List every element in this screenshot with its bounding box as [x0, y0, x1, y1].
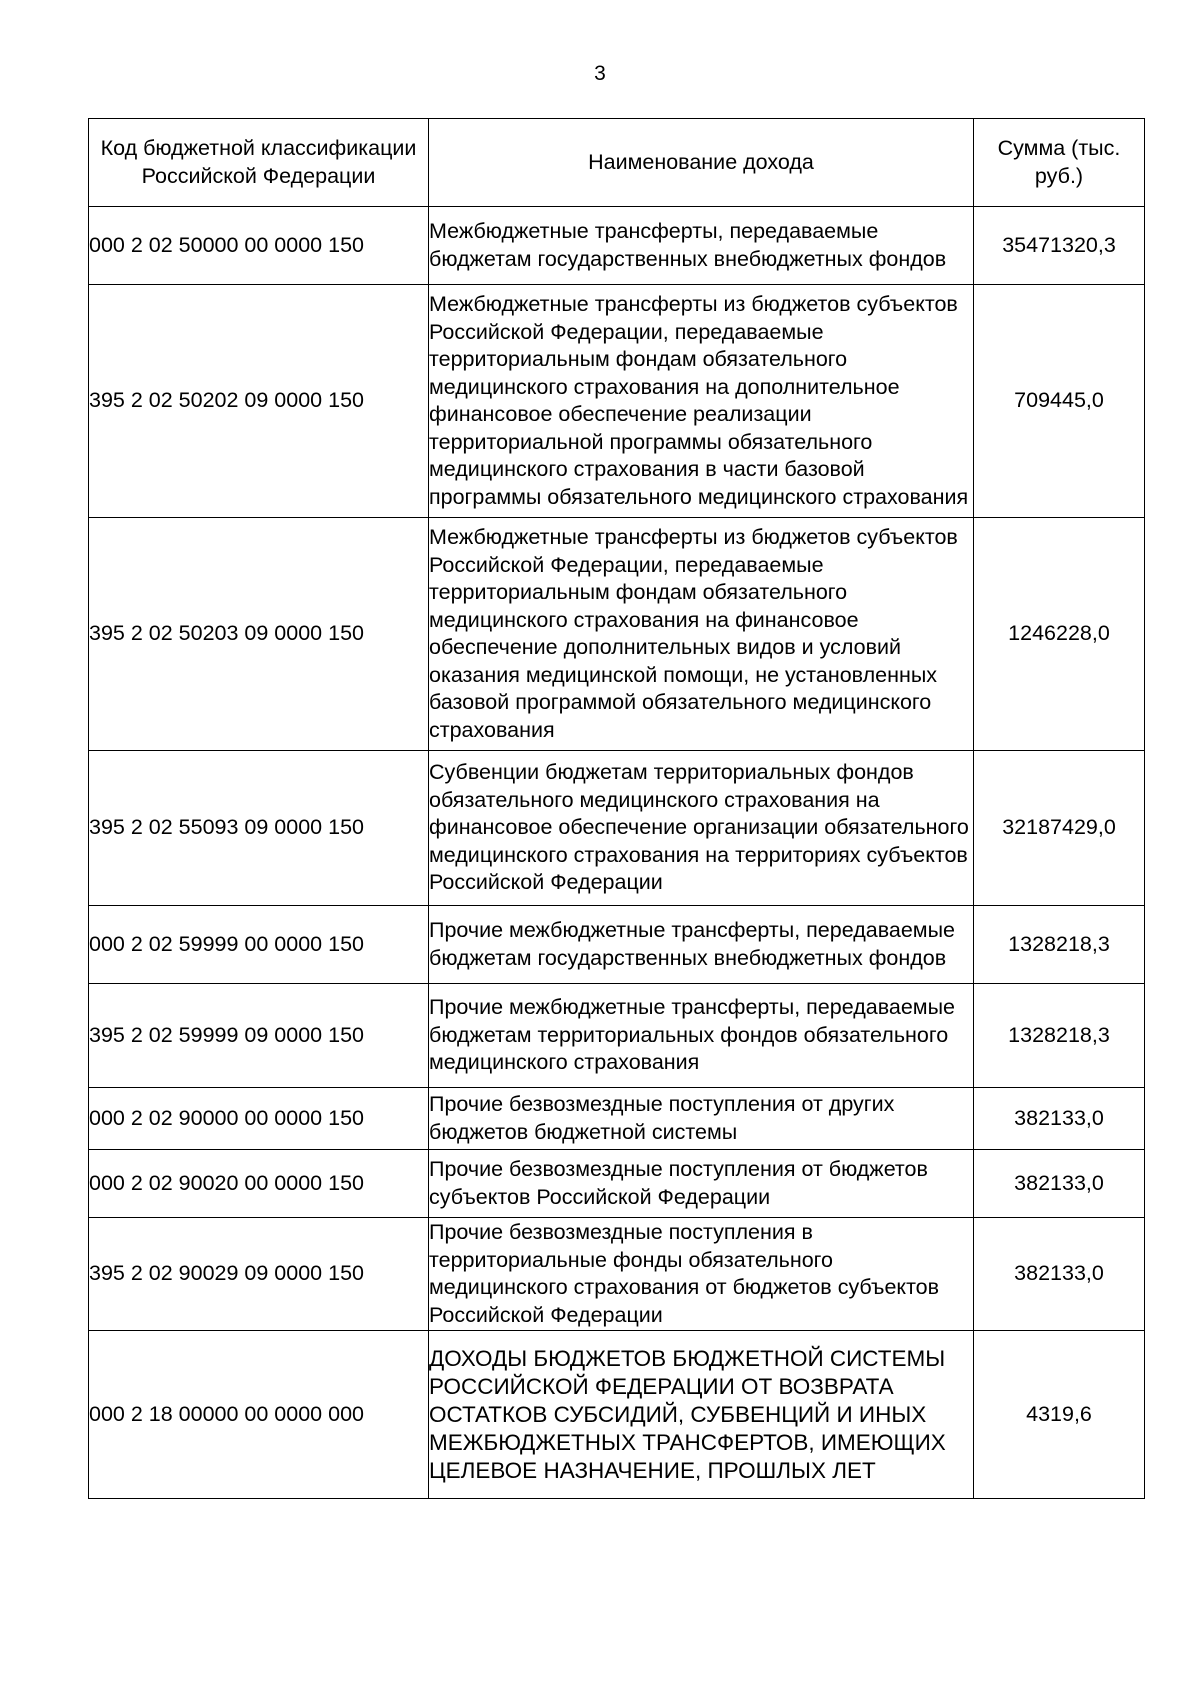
- table-row: [89, 207, 1145, 285]
- row-code: 000 2 02 90020 00 0000 150: [89, 1150, 429, 1218]
- revenue-table: [88, 118, 1145, 1499]
- table-row: [89, 1218, 1145, 1331]
- row-code: 000 2 02 50000 00 0000 150: [89, 207, 429, 285]
- row-name: Межбюджетные трансферты из бюджетов субъектов Российской Федерации, передаваемые территориальным фондам обязательного медицинского страхования на финансовое обеспечение дополнительных видов и условий оказания медицинской помощи, не установленных базовой программой обязательного медицинского страхования: [429, 518, 974, 751]
- row-sum: 382133,0: [974, 1088, 1145, 1150]
- row-code: 395 2 02 50202 09 0000 150: [89, 285, 429, 518]
- row-code: 395 2 02 59999 09 0000 150: [89, 984, 429, 1088]
- row-name: Межбюджетные трансферты, передаваемые бюджетам государственных внебюджетных фондов: [429, 207, 974, 285]
- table-row: [89, 1331, 1145, 1499]
- table-row: [89, 1150, 1145, 1218]
- row-code: 395 2 02 90029 09 0000 150: [89, 1218, 429, 1331]
- row-name: ДОХОДЫ БЮДЖЕТОВ БЮДЖЕТНОЙ СИСТЕМЫ РОССИЙСКОЙ ФЕДЕРАЦИИ ОТ ВОЗВРАТА ОСТАТКОВ СУБСИДИЙ, СУБВЕНЦИЙ И ИНЫХ МЕЖБЮДЖЕТНЫХ ТРАНСФЕРТОВ, ИМЕЮЩИХ ЦЕЛЕВОЕ НАЗНАЧЕНИЕ, ПРОШЛЫХ ЛЕТ: [429, 1331, 974, 1499]
- table-row: [89, 1088, 1145, 1150]
- page-number: 3: [594, 62, 606, 85]
- header-name: Наименование дохода: [429, 119, 974, 207]
- table-row: [89, 984, 1145, 1088]
- row-code: 395 2 02 55093 09 0000 150: [89, 751, 429, 906]
- row-name: Прочие межбюджетные трансферты, передаваемые бюджетам территориальных фондов обязательного медицинского страхования: [429, 984, 974, 1088]
- row-name: Субвенции бюджетам территориальных фондов обязательного медицинского страхования на финансовое обеспечение организации обязательного медицинского страхования на территориях субъектов Российской Федерации: [429, 751, 974, 906]
- row-name: Межбюджетные трансферты из бюджетов субъектов Российской Федерации, передаваемые территориальным фондам обязательного медицинского страхования на дополнительное финансовое обеспечение реализации территориальной программы обязательного медицинского страхования в части базовой программы обязательного медицинского страхования: [429, 285, 974, 518]
- table-row: [89, 751, 1145, 906]
- row-sum: 32187429,0: [974, 751, 1145, 906]
- row-sum: 1328218,3: [974, 984, 1145, 1088]
- row-code: 000 2 02 90000 00 0000 150: [89, 1088, 429, 1150]
- row-sum: 1246228,0: [974, 518, 1145, 751]
- row-sum: 382133,0: [974, 1150, 1145, 1218]
- row-name: Прочие межбюджетные трансферты, передаваемые бюджетам государственных внебюджетных фондов: [429, 906, 974, 984]
- row-code: 000 2 18 00000 00 0000 000: [89, 1331, 429, 1499]
- row-name: Прочие безвозмездные поступления от других бюджетов бюджетной системы: [429, 1088, 974, 1150]
- table-header-row: [89, 119, 1145, 207]
- row-name: Прочие безвозмездные поступления в территориальные фонды обязательного медицинского страхования от бюджетов субъектов Российской Федерации: [429, 1218, 974, 1331]
- row-sum: 382133,0: [974, 1218, 1145, 1331]
- header-code: Код бюджетной классификации Российской Федерации: [89, 119, 429, 207]
- header-sum: Сумма (тыс. руб.): [974, 119, 1145, 207]
- table-row: [89, 518, 1145, 751]
- row-code: 395 2 02 50203 09 0000 150: [89, 518, 429, 751]
- row-sum: 1328218,3: [974, 906, 1145, 984]
- row-sum: 709445,0: [974, 285, 1145, 518]
- table-row: [89, 285, 1145, 518]
- row-sum: 35471320,3: [974, 207, 1145, 285]
- row-sum: 4319,6: [974, 1331, 1145, 1499]
- table-row: [89, 906, 1145, 984]
- row-code: 000 2 02 59999 00 0000 150: [89, 906, 429, 984]
- row-name: Прочие безвозмездные поступления от бюджетов субъектов Российской Федерации: [429, 1150, 974, 1218]
